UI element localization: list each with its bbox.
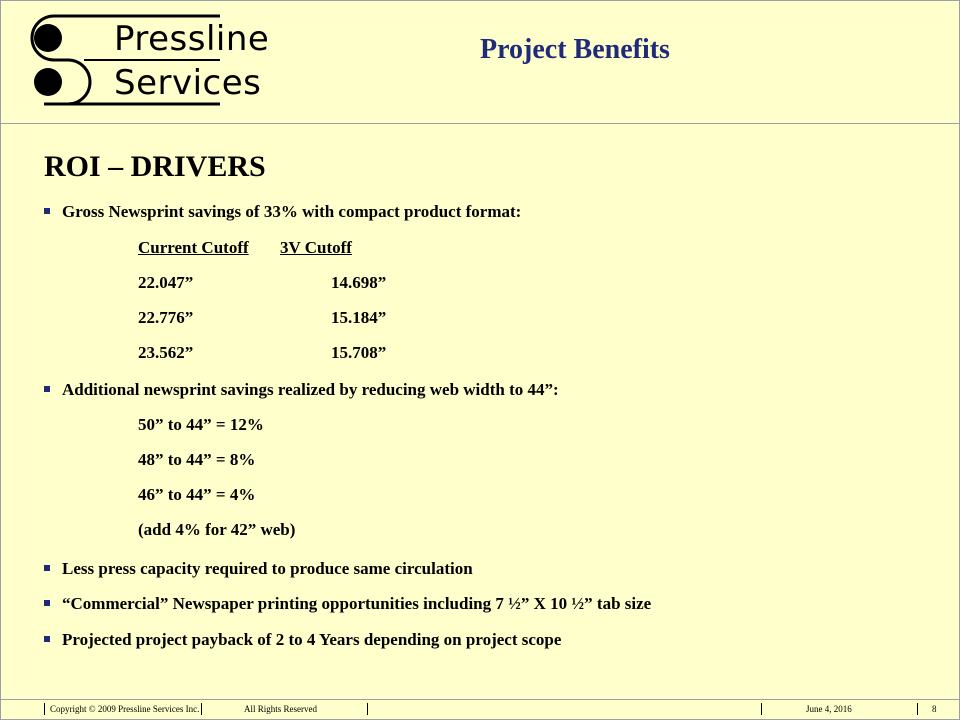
footer-date: June 4, 2016 xyxy=(806,704,852,714)
web-row-4: (add 4% for 42” web) xyxy=(138,520,296,539)
cutoff-current-3: 23.562” xyxy=(138,343,194,362)
footer-copyright: Copyright © 2009 Pressline Services Inc. xyxy=(50,704,200,714)
footer-divider xyxy=(0,699,960,700)
footer-separator xyxy=(367,703,368,715)
footer-separator xyxy=(201,703,202,715)
footer-rights: All Rights Reserved xyxy=(244,704,317,714)
cutoff-header-3v: 3V Cutoff xyxy=(280,238,352,257)
header-divider xyxy=(0,123,960,124)
web-row-3: 46” to 44” = 4% xyxy=(138,485,256,504)
footer-separator xyxy=(761,703,762,715)
footer-separator xyxy=(917,703,918,715)
cutoff-3v-1: 14.698” xyxy=(331,273,387,292)
cutoff-current-1: 22.047” xyxy=(138,273,194,292)
footer-separator xyxy=(44,703,45,715)
cutoff-header-current: Current Cutoff xyxy=(138,238,249,257)
bullet-press-capacity: Less press capacity required to produce same circulation xyxy=(62,559,473,578)
pressline-logo xyxy=(24,14,270,108)
logo-text-services: Services xyxy=(114,63,262,103)
bullet-web-width: Additional newsprint savings realized by reducing web width to 44”: xyxy=(62,380,559,399)
bullet-newsprint-savings: Gross Newsprint savings of 33% with compact product format: xyxy=(62,202,522,221)
section-heading: ROI – DRIVERS xyxy=(44,150,266,183)
footer-page-number: 8 xyxy=(932,704,937,714)
logo-text-pressline: Pressline xyxy=(114,19,270,59)
bullet-payback: Projected project payback of 2 to 4 Years depending on project scope xyxy=(62,630,562,649)
web-row-2: 48” to 44” = 8% xyxy=(138,450,256,469)
bullet-commercial: “Commercial” Newspaper printing opportunities including 7 ½” X 10 ½” tab size xyxy=(62,594,652,613)
page-title: Project Benefits xyxy=(480,34,670,65)
web-row-1: 50” to 44” = 12% xyxy=(138,415,264,434)
cutoff-current-2: 22.776” xyxy=(138,308,194,327)
cutoff-3v-3: 15.708” xyxy=(331,343,387,362)
cutoff-3v-2: 15.184” xyxy=(331,308,387,327)
